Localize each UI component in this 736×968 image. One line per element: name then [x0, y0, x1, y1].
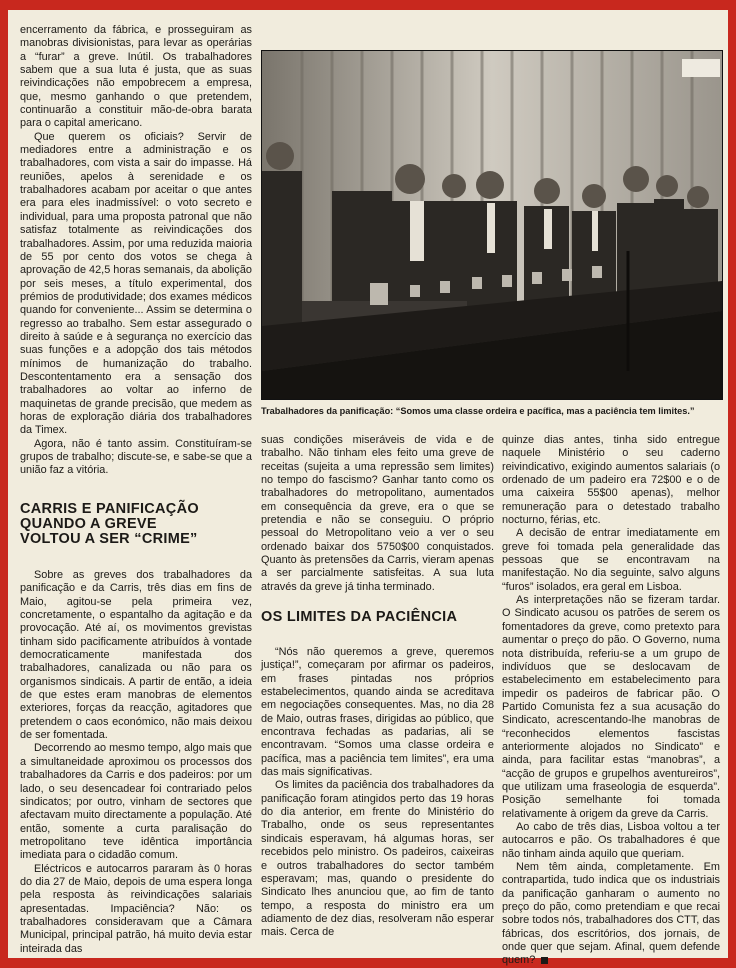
paragraph: As interpretações não se fizeram tardar. O Sindicato acusou os patrões de serem os fomentadores da greve, como pretexto para aumentar o preço do pão. O Governo, numa nota distribuída, referiu-se a um grupo de indivíduos que se deslocavam de estabelecimento em estabelecimento para impedir os padeiros de fabricar pão. O Partido Comunista fez a sua acusação do Sindicato, acrescentando-lhe manobras de “reconhecidos elementos fascistas anteriormente alojados no Sindicato” e ainda, para facilitar estas “manobras”, a “acção de grupos e grupelhos aventureiros”, que utilizam uma fraseologia de esquerda”. Posição semelhante foi tomada relativamente à origem da greve da Carris. [502, 594, 720, 820]
column-right [502, 434, 720, 968]
paragraph: A decisão de entrar imediatamente em greve foi tomada pela generalidade das pessoas que se encontravam na manifestação. No dia seguinte, salvo alguns “furos” isolados, era geral em Lisboa. [502, 527, 720, 593]
paragraph: Sobre as greves dos trabalhadores da panificação e da Carris, três dias em fins de Maio, agitou-se pela primeira vez, concretamente, o espantalho da agitação e da provocação. Até aí, os movimentos grevistas tinham sido pacificamente atribuídos à vontade democraticamente manifestada dos trabalhadores, canalizada ou não para os organismos sindicais. A partir de então, a ideia de que estes eram manobras de elementos exteriores, forças da reacção, agitadores que pretendem o caos económico, não mais deixou de ser fomentada. [20, 569, 252, 742]
magazine-page [8, 10, 728, 967]
paragraph: Que querem os oficiais? Servir de mediadores entre a administração e os trabalhadores, com vista a sair do impasse. Há reuniões, apelos à serenidade e os trabalhadores acabam por aceitar o que antes era para eles inadmissível: o voto secreto e individual, para uma proposta patronal que não satisfaz totalmente as reivindicações dos trabalhadores. Assim, por uma reduzida maioria de 55 por cento dos votos se chega à aprovação de 42,5 horas semanais, da abolição por seis meses, a título experimental, dos prémios de produtividade; dos exames médicos quando for conveniente... Assim se determina o regresso ao trabalho. Sem estar assegurado o direito à saúde e à segurança no exercício das suas funções e a adopção dos tais métodos mínimos de humanização do trabalho. Descontentamento era a sensação dos trabalhadores ao voltar ao inferno de maquinetas de grande precisão, que medem as horas de exploração diária dos trabalhadores da Timex. [20, 130, 252, 437]
section-heading-carris: CARRIS E PANIFICAÇÃO QUANDO A GREVE VOLTOU A SER “CRIME” [20, 501, 199, 547]
paragraph: Os limites da paciência dos trabalhadores da panificação foram atingidos perto das 19 horas do dia anterior, em frente do Ministério do Trabalho, onde os seus representantes sindicais esperavam, há algumas horas, ser recebidos pelo ministro. Os padeiros, caixeiras e outros trabalhadores do sector também esperavam; mas, quando o presidente do Sindicato lhes anunciou que, ao fim de tanto tempo, a resposta do ministro era um adiamento de dez dias, resolveram não esperar mais. Cerca de [261, 779, 494, 939]
column-left-top [20, 24, 252, 478]
paragraph-text: Nem têm ainda, completamente. Em contrapartida, tudo indica que os industriais da panificação ganharam o aumento no preço do pão, como pretendiam e que recai sobre todos nós, trabalhadores dos CTT, das fábricas, dos escritórios, dos jornais, de onde quer que sejam. Afinal, quem defende quem? [502, 861, 720, 967]
column-left-bottom [20, 569, 252, 956]
photo-illustration [262, 51, 722, 399]
paragraph: Eléctricos e autocarros pararam às 0 horas do dia 27 de Maio, depois de uma espera longa pela resposta às reivindicações salariais apresentadas. Impaciência? Não: os trabalhadores consideravam que a Câmara Municipal, principal patrão, há muito devia estar inteirada das [20, 862, 252, 955]
column-middle-top [261, 434, 494, 594]
paragraph: Decorrendo ao mesmo tempo, algo mais que a simultaneidade aproximou os processos dos trabalhadores da Carris e dos padeiros: por um lado, o seu desencadear foi contrariado pelos sindicatos; por outro, vinham de sectores que afectavam muito directamente a população. Até então, somente a curta paralisação do metropolitano teve idêntica importância imediata para o cidadão comum. [20, 742, 252, 862]
photo-caption: Trabalhadores da panificação: “Somos uma classe ordeira e pacífica, mas a paciência tem limites.” [261, 406, 695, 416]
photo-bakery-workers-meeting [261, 50, 723, 400]
section-heading-paciencia: OS LIMITES DA PACIÊNCIA [261, 609, 458, 625]
paragraph: Ao cabo de três dias, Lisboa voltou a ter autocarros e pão. Os trabalhadores é que não tinham ainda aquilo que queriam. [502, 820, 720, 860]
column-middle-bottom [261, 646, 494, 940]
paragraph [502, 861, 720, 968]
paragraph: “Nós não queremos a greve, queremos justiça!”, começaram por afirmar os padeiros, em frases pintadas nos próprios estabelecimentos, quando ainda se acreditava em negociações consequentes. Mas, no dia 28 de Maio, outras frases, dirigidas ao público, que encontrava fechadas as padarias, ali se encontravam. “Somos uma classe ordeira e pacífica, mas a paciência tem limites”, era uma das mais significativas. [261, 646, 494, 779]
paragraph: quinze dias antes, tinha sido entregue naquele Ministério o seu caderno reivindicativo, exigindo aumentos salariais (o ordenado de um padeiro era 72$00 e o de uma caixeira 55$00 apenas), melhor remuneração para o detestado trabalho nocturno, férias, etc. [502, 434, 720, 527]
end-of-article-icon [541, 957, 548, 964]
paragraph: Agora, não é tanto assim. Constituíram-se grupos de trabalho; discute-se, e sabe-se que a união faz a vitória. [20, 437, 252, 477]
paragraph: suas condições miseráveis de vida e de trabalho. Não tinham eles feito uma greve de receitas (sujeita a uma repressão sem limites) no tempo do fascismo? Ganhar tanto como os trabalhadores do metropolitano, aumentados em consequência da greve, era o que se pretendia e não se conseguiu. O próprio pessoal do Metropolitano veio a ver o seu ordenado baixar dos 5750$00 conquistados. Quanto às pretensões da Carris, vieram apenas a ser parcialmente satisfeitas. A sua luta através da greve já tinha terminado. [261, 434, 494, 593]
paragraph: encerramento da fábrica, e prosseguiram as manobras divisionistas, para levar as operárias a “furar” a greve. Inútil. Os trabalhadores sabem que a sua luta é justa, que as suas reivindicações não empobrecem a empresa, que, mesmo ganhando o que pretendem, continuarão a constituir mão-de-obra barata para o capital americano. [20, 24, 252, 130]
